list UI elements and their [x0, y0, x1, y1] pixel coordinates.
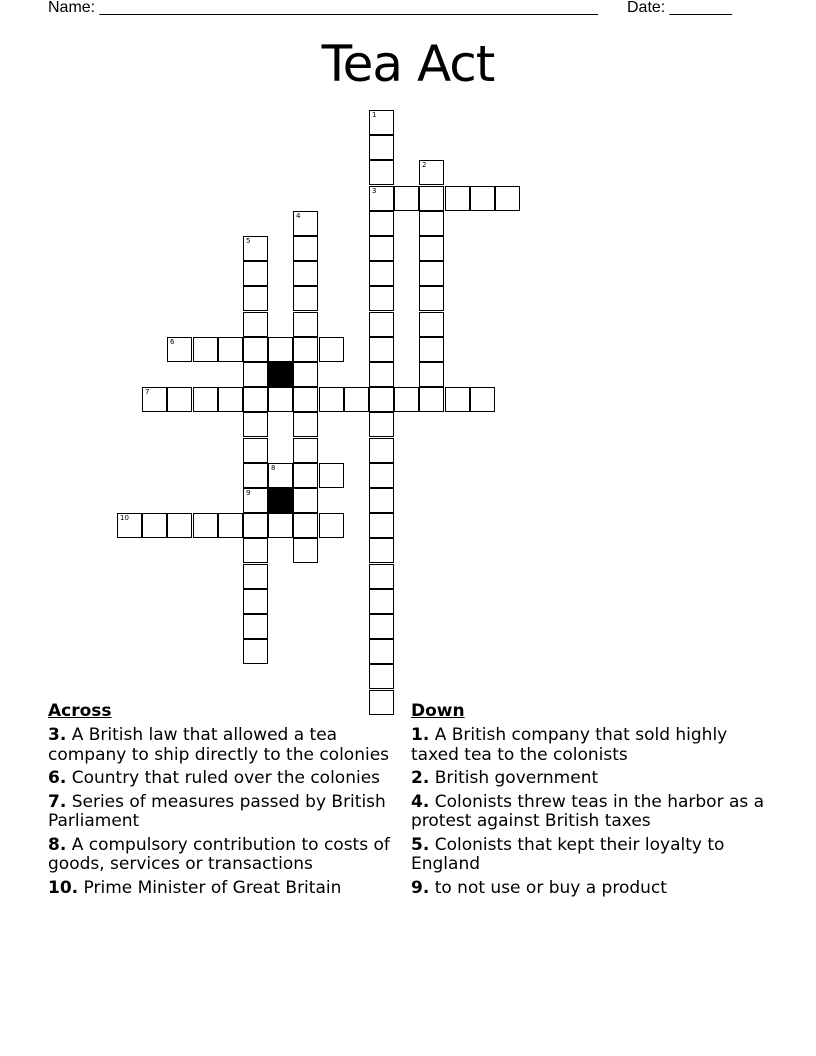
grid-cell[interactable] — [369, 614, 394, 639]
grid-cell[interactable] — [369, 538, 394, 563]
grid-cell[interactable] — [369, 160, 394, 185]
grid-cell[interactable] — [419, 312, 444, 337]
grid-cell[interactable] — [394, 186, 419, 211]
across-clue: 3. A British law that allowed a tea company to ship directly to the colonies — [48, 725, 390, 765]
down-clue: 1. A British company that sold highly taxed tea to the colonists — [411, 725, 728, 765]
puzzle-title: Tea Act — [321, 35, 495, 93]
grid-cell[interactable] — [445, 186, 470, 211]
grid-cell[interactable] — [419, 387, 444, 412]
grid-cell[interactable] — [218, 337, 243, 362]
across-heading: Across — [48, 701, 112, 721]
grid-cell[interactable] — [293, 362, 318, 387]
clue-number: 10 — [120, 514, 129, 522]
grid-cell[interactable] — [243, 337, 268, 362]
grid-cell[interactable] — [419, 211, 444, 236]
grid-cell[interactable] — [243, 463, 268, 488]
grid-cell[interactable] — [470, 186, 495, 211]
grid-cell[interactable] — [293, 438, 318, 463]
down-clue: 2. British government — [411, 768, 599, 788]
grid-cell[interactable] — [243, 236, 268, 261]
across-clue: 7. Series of measures passed by British Parliament — [48, 791, 386, 831]
grid-cell[interactable] — [369, 564, 394, 589]
grid-cell[interactable] — [419, 286, 444, 311]
grid-cell[interactable] — [243, 387, 268, 412]
grid-cell[interactable] — [243, 312, 268, 337]
grid-cell[interactable] — [419, 160, 444, 185]
grid-cell[interactable] — [293, 261, 318, 286]
grid-cell[interactable] — [193, 387, 218, 412]
grid-cell[interactable] — [369, 438, 394, 463]
grid-cell[interactable] — [193, 513, 218, 538]
date-label: Date: — [627, 0, 666, 16]
clue-number: 9 — [246, 489, 251, 497]
grid-cell[interactable] — [193, 337, 218, 362]
grid-cell[interactable] — [293, 312, 318, 337]
grid-cell[interactable] — [344, 387, 369, 412]
grid-cell[interactable] — [369, 513, 394, 538]
grid-cell[interactable] — [167, 513, 192, 538]
grid-cell[interactable] — [369, 463, 394, 488]
grid-cell[interactable] — [369, 261, 394, 286]
grid-cell[interactable] — [268, 337, 293, 362]
grid-cell[interactable] — [293, 337, 318, 362]
name-label: Name: — [48, 0, 96, 16]
clue-number: 3 — [372, 187, 377, 195]
grid-cell[interactable] — [369, 387, 394, 412]
across-clue: 6. Country that ruled over the colonies — [48, 768, 381, 788]
grid-cell[interactable] — [293, 387, 318, 412]
grid-cell-blocked — [268, 362, 293, 387]
grid-cell[interactable] — [369, 639, 394, 664]
across-clues — [48, 700, 408, 902]
grid-cell[interactable] — [243, 261, 268, 286]
grid-cell-blocked — [268, 488, 293, 513]
grid-cell[interactable] — [117, 513, 142, 538]
grid-cell[interactable] — [369, 236, 394, 261]
grid-cell[interactable] — [167, 337, 192, 362]
grid-cell[interactable] — [243, 286, 268, 311]
grid-cell[interactable] — [319, 463, 344, 488]
grid-cell[interactable] — [369, 337, 394, 362]
grid-cell[interactable] — [369, 286, 394, 311]
grid-cell[interactable] — [369, 589, 394, 614]
grid-cell[interactable] — [243, 438, 268, 463]
clue-number: 6 — [170, 338, 175, 346]
grid-cell[interactable] — [293, 513, 318, 538]
down-clue: 4. Colonists threw teas in the harbor as a protest against British taxes — [411, 791, 765, 831]
grid-cell[interactable] — [369, 186, 394, 211]
grid-cell[interactable] — [293, 412, 318, 437]
grid-cell[interactable] — [369, 664, 394, 689]
across-clue: 10. Prime Minister of Great Britain — [48, 877, 342, 898]
grid-cell[interactable] — [243, 513, 268, 538]
down-clues — [411, 700, 771, 902]
grid-cell[interactable] — [243, 538, 268, 563]
clue-number: 4 — [296, 212, 301, 220]
grid-cell[interactable] — [293, 538, 318, 563]
grid-cell[interactable] — [419, 337, 444, 362]
name-blank: ________________________________________________________ — [95, 0, 598, 16]
grid-cell[interactable] — [243, 564, 268, 589]
grid-cell[interactable] — [167, 387, 192, 412]
clue-number: 5 — [246, 237, 251, 245]
grid-cell[interactable] — [369, 488, 394, 513]
down-clue: 5. Colonists that kept their loyalty to England — [411, 834, 725, 874]
grid-cell[interactable] — [243, 639, 268, 664]
down-clue: 9. to not use or buy a product — [411, 877, 667, 898]
grid-cell[interactable] — [293, 286, 318, 311]
clue-number: 8 — [271, 464, 276, 472]
grid-cell[interactable] — [142, 513, 167, 538]
grid-cell[interactable] — [142, 387, 167, 412]
grid-cell[interactable] — [369, 211, 394, 236]
grid-cell[interactable] — [268, 387, 293, 412]
grid-cell[interactable] — [243, 362, 268, 387]
grid-cell[interactable] — [394, 387, 419, 412]
grid-cell[interactable] — [293, 211, 318, 236]
grid-cell[interactable] — [293, 488, 318, 513]
grid-cell[interactable] — [243, 589, 268, 614]
grid-cell[interactable] — [369, 412, 394, 437]
grid-cell[interactable] — [419, 362, 444, 387]
down-heading: Down — [411, 701, 465, 721]
grid-cell[interactable] — [369, 110, 394, 135]
grid-cell[interactable] — [369, 362, 394, 387]
grid-cell[interactable] — [319, 513, 344, 538]
grid-cell[interactable] — [369, 135, 394, 160]
grid-cell[interactable] — [243, 614, 268, 639]
grid-cell[interactable] — [243, 488, 268, 513]
clue-number: 2 — [422, 161, 427, 169]
grid-cell[interactable] — [293, 236, 318, 261]
across-clue: 8. A compulsory contribution to costs of goods, services or transactions — [48, 834, 390, 874]
grid-cell[interactable] — [369, 312, 394, 337]
clue-number: 7 — [145, 388, 150, 396]
date-blank: _______ — [665, 0, 732, 16]
grid-cell[interactable] — [268, 463, 293, 488]
grid-cell[interactable] — [470, 387, 495, 412]
grid-cell[interactable] — [319, 337, 344, 362]
grid-cell[interactable] — [218, 513, 243, 538]
grid-cell[interactable] — [268, 513, 293, 538]
grid-cell[interactable] — [419, 236, 444, 261]
grid-cell[interactable] — [293, 463, 318, 488]
grid-cell[interactable] — [243, 412, 268, 437]
grid-cell[interactable] — [495, 186, 520, 211]
grid-cell[interactable] — [419, 186, 444, 211]
grid-cell[interactable] — [319, 387, 344, 412]
grid-cell[interactable] — [419, 261, 444, 286]
grid-cell[interactable] — [445, 387, 470, 412]
clue-number: 1 — [372, 111, 377, 119]
grid-cell[interactable] — [218, 387, 243, 412]
